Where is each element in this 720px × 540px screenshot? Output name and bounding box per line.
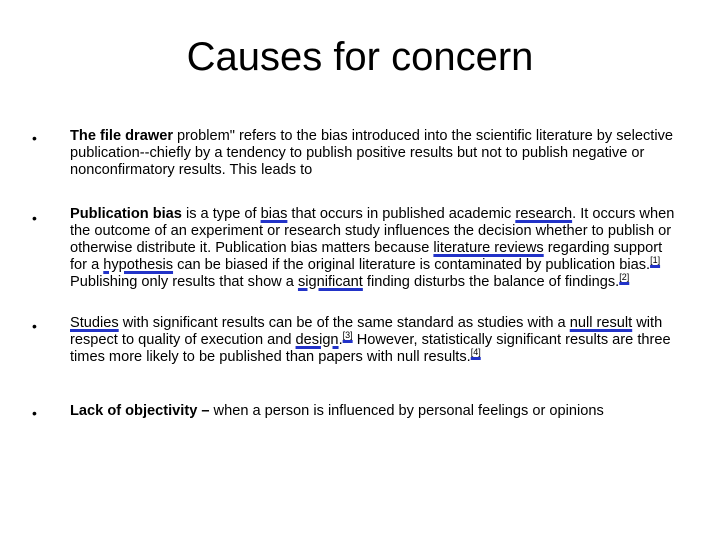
citation-4[interactable]: [4] — [470, 347, 481, 358]
bullet-lack-of-objectivity — [70, 403, 682, 420]
text-run: can be biased if the original literature is contaminated by publication bias. — [173, 257, 651, 273]
text-run: Publishing only results that show a — [70, 274, 298, 290]
file-drawer-text: problem" refers to the bias introduced into the scientific literature by selective publication--chiefly by a tendency to publish positive results but not to publish negative or nonconfirmatory results. This leads to — [70, 128, 673, 178]
link-design[interactable]: design — [295, 332, 339, 348]
term-file-drawer: The file drawer — [70, 128, 173, 144]
text-run: . — [338, 332, 343, 348]
link-bias[interactable]: bias — [260, 206, 288, 222]
citation-3[interactable]: [3] — [342, 330, 353, 341]
text-run: is a type of — [181, 206, 261, 222]
citation-2[interactable]: [2] — [619, 272, 630, 283]
text-run: regarding support for a — [70, 240, 663, 273]
bullet-publication-bias — [70, 206, 682, 291]
bullet-file-drawer — [70, 128, 682, 179]
bullet-marker: • — [32, 318, 37, 334]
bullet-studies — [70, 315, 682, 366]
lack-of-objectivity-text: when a person is influenced by personal feelings or opinions — [209, 403, 604, 419]
slide-title: Causes for concern — [186, 35, 534, 79]
link-studies[interactable]: Studies — [70, 315, 119, 331]
text-run: with respect to quality of execution and — [70, 315, 663, 348]
link-null-result[interactable]: null result — [569, 315, 633, 331]
text-run: However, statistically significant results are three times more likely to be published than papers with null results. — [70, 332, 671, 365]
text-run: with significant results can be of the same standard as studies with a — [118, 315, 570, 331]
bullet-marker: • — [32, 210, 37, 226]
link-hypothesis[interactable]: hypothesis — [103, 257, 174, 273]
link-research[interactable]: research — [515, 206, 573, 222]
link-significant[interactable]: significant — [297, 274, 363, 290]
text-run: finding disturbs the balance of findings. — [362, 274, 620, 290]
bullet-marker: • — [32, 405, 37, 421]
term-publication-bias: Publication bias — [70, 206, 182, 222]
text-run: that occurs in published academic — [287, 206, 516, 222]
bullet-marker: • — [32, 130, 37, 146]
link-literature-reviews[interactable]: literature reviews — [433, 240, 544, 256]
text-run: . It occurs when the outcome of an experiment or research study influences the decision whether to publish or otherwise distribute it. Publication bias matters because — [70, 206, 675, 256]
citation-1[interactable]: [1] — [650, 255, 661, 266]
term-lack-of-objectivity: Lack of objectivity – — [70, 403, 210, 419]
